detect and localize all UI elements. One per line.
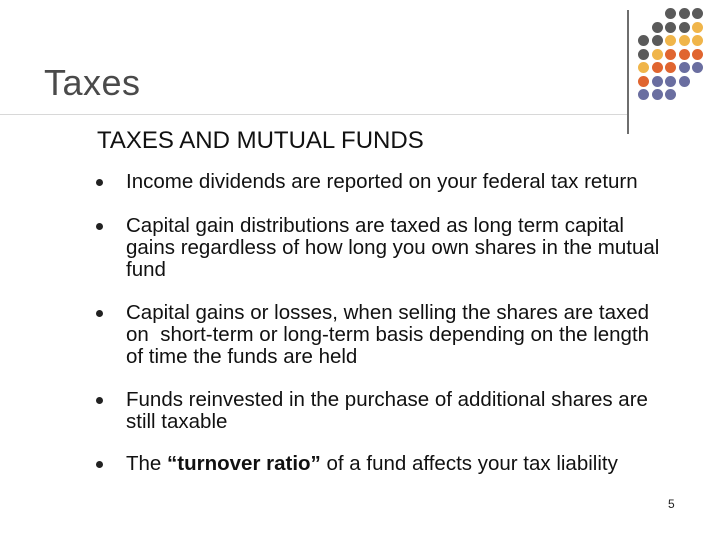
bullet-dot-icon [96,461,103,468]
decor-dot [652,22,663,33]
decor-dot [638,35,649,46]
title-divider [0,114,628,115]
decor-dot [679,22,690,33]
decor-dot [652,89,663,100]
bullet-item [96,389,666,433]
decor-dot [652,35,663,46]
decor-dot [652,76,663,87]
bullet-text: Funds reinvested in the purchase of additional shares are still taxable [126,388,648,433]
decor-dot [665,35,676,46]
decor-dot [692,8,703,19]
bullet-dot-icon [96,310,103,317]
bullet-dot-icon [96,223,103,230]
slide-title: Taxes [44,62,141,103]
decor-dot [692,22,703,33]
decor-dot [638,49,649,60]
decor-dot [679,49,690,60]
page-number: 5 [668,497,675,511]
bullet-item [96,302,666,368]
decor-dot [692,35,703,46]
bullet-item [96,453,666,475]
bullet-text-post: of a fund affects your tax liability [320,452,618,475]
bullet-list [96,171,666,475]
bullet-text: Capital gain distributions are taxed as long term capital gains regardless of how long you own shares in the mutual fund [126,214,660,281]
decor-vertical-line [627,10,629,134]
decor-dot-grid [638,8,720,108]
bullet-dot-icon [96,397,103,404]
decor-dot [679,35,690,46]
decor-dot [665,22,676,33]
bullet-item [96,171,666,193]
decor-dot [665,49,676,60]
bullet-item [96,215,666,281]
bullet-text-pre: The [126,452,168,475]
decor-dot [652,49,663,60]
bullet-text: Capital gains or losses, when selling the shares are taxed on short-term or long-term basis depending on the length of time the funds are held [126,301,655,368]
decor-dot [665,62,676,73]
slide-subtitle: TAXES AND MUTUAL FUNDS [97,127,424,154]
decor-dot [652,62,663,73]
bullet-dot-icon [96,179,103,186]
decor-dot [638,62,649,73]
bullet-text: Income dividends are reported on your federal tax return [126,170,638,193]
decor-dot [679,76,690,87]
decor-dot [679,8,690,19]
decor-dot [679,62,690,73]
turnover-ratio-term: “turnover ratio” [167,452,321,475]
decor-dot [692,49,703,60]
decor-dot [665,8,676,19]
decor-dot [638,76,649,87]
decor-dot [692,62,703,73]
decor-dot [665,76,676,87]
decor-dot [638,89,649,100]
decor-dot [665,89,676,100]
